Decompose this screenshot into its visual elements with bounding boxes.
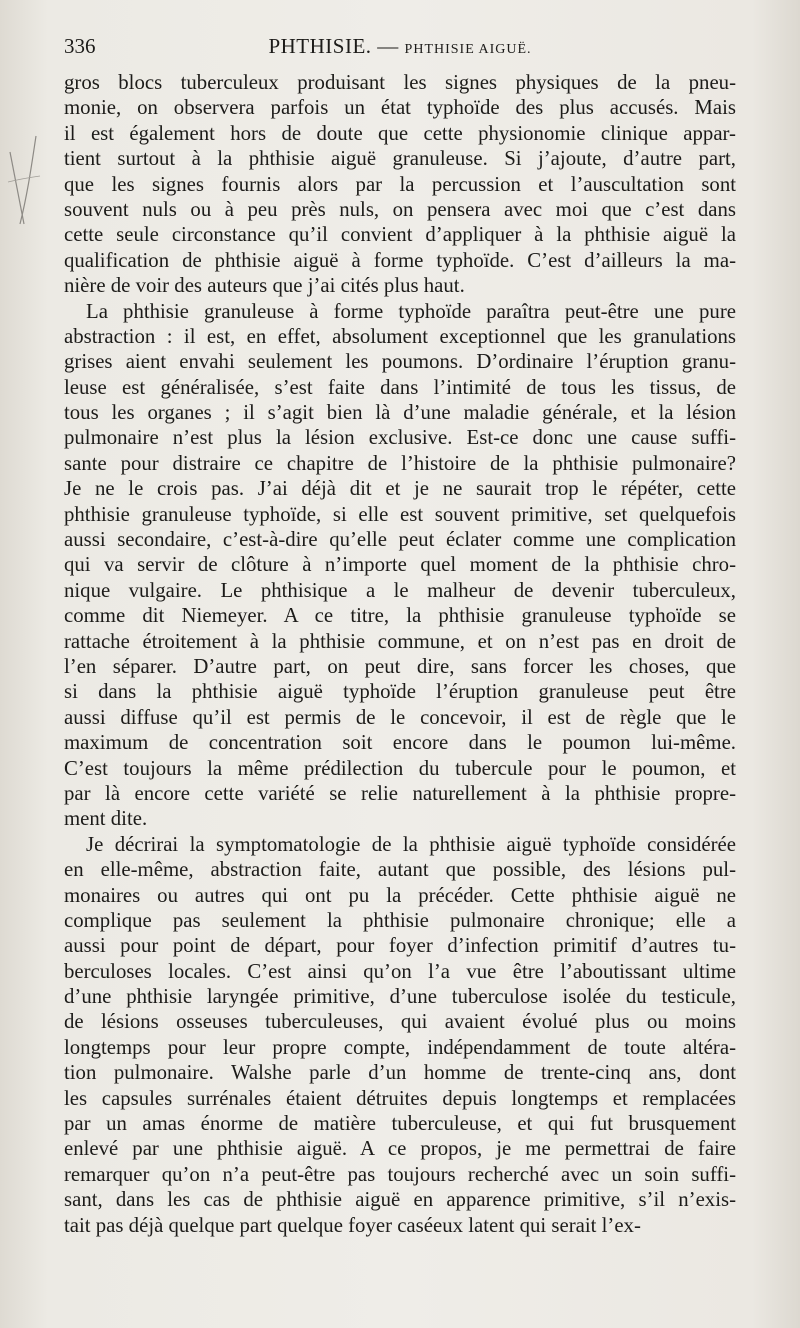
page-header: [64, 34, 736, 62]
text-line: tion pulmonaire. Walshe parle d’un homme de trente-cinq ans, dont: [64, 1061, 736, 1085]
text-line: sant, dans les cas de phthisie aiguë en apparence primitive, s’il n’exis-: [64, 1188, 736, 1212]
running-head-separator: —: [377, 34, 399, 58]
text-line: par un amas énorme de matière tuberculeuse, et qui fut brusquement: [64, 1112, 736, 1136]
text-line: nière de voir des auteurs que j’ai cités plus haut.: [64, 274, 465, 298]
text-line: rattache étroitement à la phthisie commune, et on n’est pas en droit de: [64, 629, 736, 653]
text-line: phthisie granuleuse typhoïde, si elle est souvent primitive, set quelquefois: [64, 502, 736, 526]
text-line: l’en séparer. D’autre part, on peut dire, sans forcer les choses, que: [64, 654, 736, 678]
text-line: qui va servir de clôture à n’importe quel moment de la phthisie chro-: [64, 553, 736, 577]
running-head: [64, 34, 736, 59]
body-text: [64, 70, 736, 1238]
text-line: ment dite.: [64, 807, 148, 831]
text-line: C’est toujours la même prédilection du tubercule pour le poumon, et: [64, 756, 736, 780]
text-line: berculoses locales. C’est ainsi qu’on l’a vue être l’aboutissant ultime: [64, 959, 736, 983]
text-line: monaires ou autres qui ont pu la précéder. Cette phthisie aiguë ne: [64, 883, 736, 907]
text-line: longtemps pour leur propre compte, indépendamment de toute altéra-: [64, 1035, 736, 1059]
text-line: d’une phthisie laryngée primitive, d’une tuberculose isolée du testicule,: [64, 985, 736, 1009]
text-line: par là encore cette variété se relie naturellement à la phthisie propre-: [64, 781, 736, 805]
text-line: aussi pour point de départ, pour foyer d’infection primitif d’autres tu-: [64, 934, 736, 958]
page-number: 336: [64, 34, 96, 58]
text-line: leuse est généralisée, s’est faite dans l’intimité de tous les tissus, de: [64, 375, 736, 399]
text-line: tous les organes ; il s’agit bien là d’une maladie générale, et la lésion: [64, 401, 736, 425]
pencil-margin-mark: [6, 132, 42, 228]
text-line: monie, on observera parfois un état typhoïde des plus accusés. Mais: [64, 96, 736, 120]
text-line: que les signes fournis alors par la percussion et l’auscultation sont: [64, 172, 736, 196]
paragraph: [64, 299, 736, 832]
text-line: comme dit Niemeyer. A ce titre, la phthisie granuleuse typhoïde se: [64, 604, 736, 628]
text-line: il est également hors de doute que cette physionomie clinique appar-: [64, 121, 736, 145]
text-line: abstraction : il est, en effet, absolument exceptionnel que les granulations: [64, 324, 736, 348]
text-line: pulmonaire n’est plus la lésion exclusive. Est-ce donc une cause suffi-: [64, 426, 736, 450]
text-line: qualification de phthisie aiguë à forme typhoïde. C’est d’ailleurs la ma-: [64, 248, 736, 272]
paragraph: [64, 70, 736, 299]
text-line: cette seule circonstance qu’il convient d’appliquer à la phthisie aiguë la: [64, 223, 736, 247]
text-line: les capsules surrénales étaient détruites depuis longtemps et remplacées: [64, 1086, 736, 1110]
text-line: en elle-même, abstraction faite, autant que possible, des lésions pul-: [64, 858, 736, 882]
paragraph: [64, 832, 736, 1238]
text-line: complique pas seulement la phthisie pulmonaire chronique; elle a: [64, 908, 736, 932]
text-line: aussi diffuse qu’il est permis de le concevoir, il est de règle que le: [64, 705, 736, 729]
text-line: enlevé par une phthisie aiguë. A ce propos, je me permettrai de faire: [64, 1137, 736, 1161]
text-line: Je décrirai la symptomatologie de la phthisie aiguë typhoïde considérée: [86, 832, 736, 856]
text-line: grises aient envahi seulement les poumons. D’ordinaire l’éruption granu-: [64, 350, 736, 374]
text-line: nique vulgaire. Le phthisique a le malheur de devenir tuberculeux,: [64, 578, 736, 602]
text-line: aussi secondaire, c’est-à-dire qu’elle peut éclater comme une complication: [64, 528, 736, 552]
text-line: tient surtout à la phthisie aiguë granuleuse. Si j’ajoute, d’autre part,: [64, 147, 736, 171]
running-head-title: PHTHISIE.: [268, 34, 372, 58]
text-line: La phthisie granuleuse à forme typhoïde paraîtra peut-être une pure: [86, 299, 736, 323]
text-line: de lésions osseuses tuberculeuses, qui avaient évolué plus ou moins: [64, 1010, 736, 1034]
text-line: souvent nuls ou à peu près nuls, on pensera avec moi que c’est dans: [64, 197, 736, 221]
text-line: si dans la phthisie aiguë typhoïde l’éruption granuleuse peut être: [64, 680, 736, 704]
text-line: gros blocs tuberculeux produisant les signes physiques de la pneu-: [64, 71, 736, 94]
running-head-subtitle: PHTHISIE AIGUË.: [404, 42, 532, 57]
text-line: maximum de concentration soit encore dans le poumon lui-même.: [64, 731, 736, 755]
text-line: Je ne le crois pas. J’ai déjà dit et je ne saurait trop le répéter, cette: [64, 477, 736, 501]
text-line: sante pour distraire ce chapitre de l’histoire de la phthisie pulmonaire?: [64, 451, 736, 475]
text-line: tait pas déjà quelque part quelque foyer caséeux latent qui serait l’ex-: [64, 1213, 641, 1237]
text-line: remarquer qu’on n’a peut-être pas toujours recherché avec un soin suffi-: [64, 1162, 736, 1186]
